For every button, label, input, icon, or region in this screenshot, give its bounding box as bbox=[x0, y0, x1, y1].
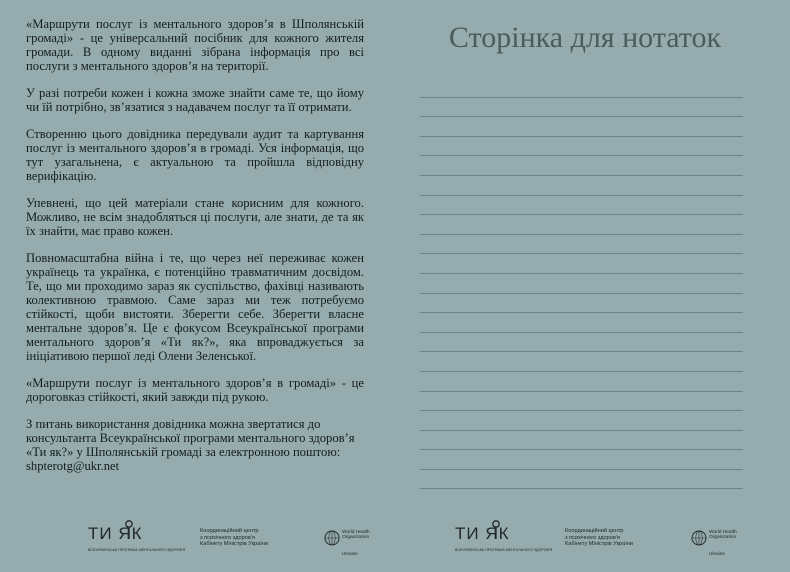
note-line bbox=[420, 215, 743, 235]
paragraph-2: У разі потреби кожен і кожна зможе знайти саме те, що йому чи їй потрібно, зв’язатися з надавачем послуг та її отримати. bbox=[26, 86, 364, 114]
note-line bbox=[420, 372, 743, 392]
note-line bbox=[420, 352, 743, 372]
note-line bbox=[420, 450, 743, 470]
tiyak-logo-text: ТИ ЯК bbox=[88, 524, 143, 543]
who-country: Ukraine bbox=[342, 551, 358, 556]
paragraph-4: Упевнені, що цей матеріали стане корисним для кожного. Можливо, не всім знадобляться ці послуги, але знати, де та як їх знайти, має право кожен. bbox=[26, 196, 364, 238]
who-line-2: Organization bbox=[342, 535, 370, 541]
note-line bbox=[420, 274, 743, 294]
intro-text bbox=[26, 17, 364, 473]
who-emblem-icon bbox=[691, 530, 707, 546]
contact-text: З питань використання довідника можна звертатися до консультанта Всеукраїнської програми ментального здоров’я «Ти як?» у Шполянській громаді за електронною поштою: bbox=[26, 417, 355, 459]
paragraph-6: «Маршрути послуг із ментального здоров’я в громаді» - це дороговказ стійкості, який завжди під рукою. bbox=[26, 376, 364, 404]
note-line bbox=[420, 235, 743, 255]
paragraph-5: Повномасштабна війна і те, що через неї переживає кожен українець та українка, є потенційно травматичним досвідом. Те, що ми проходимо зараз як суспільство, фахівці називають колективною травмою. Саме зараз ми теж потребуємо стійкості, щоби вистояти. Зберегти себе. Зберегти власне ментальне здоров’я. Це є фокусом Всеукраїнської програми ментального здоров’я «Ти як?», яка впроваджується за ініціативою першої леді Олени Зеленської. bbox=[26, 251, 364, 363]
tiyak-logo-icon bbox=[489, 520, 503, 540]
centre-line-1: Координаційний центр bbox=[200, 528, 259, 534]
centre-line-1: Координаційний центр bbox=[565, 528, 624, 534]
who-logo bbox=[324, 530, 384, 562]
note-line bbox=[420, 333, 743, 353]
tiyak-logo-text: ТИ ЯК bbox=[455, 524, 510, 543]
who-country: Ukraine bbox=[709, 551, 725, 556]
centre-line-2: з психічного здоров'я bbox=[565, 534, 620, 541]
who-line-1: World Health bbox=[342, 530, 370, 535]
centre-line-3: Кабінету Міністрів України bbox=[200, 541, 269, 547]
tiyak-logo-icon bbox=[122, 520, 136, 540]
contact-email[interactable]: shpterotg@ukr.net bbox=[26, 459, 120, 473]
note-line bbox=[420, 431, 743, 451]
tiyak-subtitle: ВСЕУКРАЇНСЬКА ПРОГРАМА МЕНТАЛЬНОГО ЗДОРОВ'Я bbox=[455, 548, 553, 552]
paragraph-1: «Маршрути послуг із ментального здоров’я в Шполянській громаді» - це універсальний посібник для кожного жителя громади. В одному виданні зібрана інформація про всі послуги з ментального здоров’я на території. bbox=[26, 17, 364, 73]
who-name bbox=[342, 530, 386, 541]
tiyak-logo bbox=[455, 520, 553, 562]
coordination-centre-logo bbox=[200, 528, 300, 548]
right-page bbox=[395, 0, 790, 572]
coordination-centre-logo bbox=[565, 528, 665, 548]
note-line bbox=[420, 313, 743, 333]
note-line bbox=[420, 294, 743, 314]
footer-logos-left bbox=[0, 518, 395, 562]
note-line bbox=[420, 254, 743, 274]
who-name bbox=[709, 530, 753, 541]
note-line bbox=[420, 470, 743, 490]
tiyak-logo bbox=[88, 520, 186, 562]
who-emblem-icon bbox=[324, 530, 340, 546]
note-line bbox=[420, 137, 743, 157]
paragraph-3: Створенню цього довідника передували аудит та картування послуг із ментального здоров’я в громаді. Уся інформація, що тут узагальнена, є актуальною та пройшла відповідну верифікацію. bbox=[26, 127, 364, 183]
note-line bbox=[420, 411, 743, 431]
note-line bbox=[420, 196, 743, 216]
notes-title: Сторінка для нотаток bbox=[448, 21, 722, 54]
tiyak-subtitle: ВСЕУКРАЇНСЬКА ПРОГРАМА МЕНТАЛЬНОГО ЗДОРОВ'Я bbox=[88, 548, 186, 552]
note-line bbox=[420, 78, 743, 98]
note-line bbox=[420, 117, 743, 137]
note-line bbox=[420, 156, 743, 176]
paragraph-7 bbox=[26, 417, 364, 473]
note-line bbox=[420, 98, 743, 118]
who-line-2: Organization bbox=[709, 535, 737, 541]
note-line bbox=[420, 392, 743, 412]
note-lines bbox=[420, 78, 743, 489]
note-line bbox=[420, 176, 743, 196]
centre-line-2: з психічного здоров'я bbox=[200, 534, 255, 541]
who-line-1: World Health bbox=[709, 530, 737, 535]
who-logo bbox=[691, 530, 751, 562]
centre-line-3: Кабінету Міністрів України bbox=[565, 541, 634, 547]
footer-logos-right bbox=[395, 518, 790, 562]
